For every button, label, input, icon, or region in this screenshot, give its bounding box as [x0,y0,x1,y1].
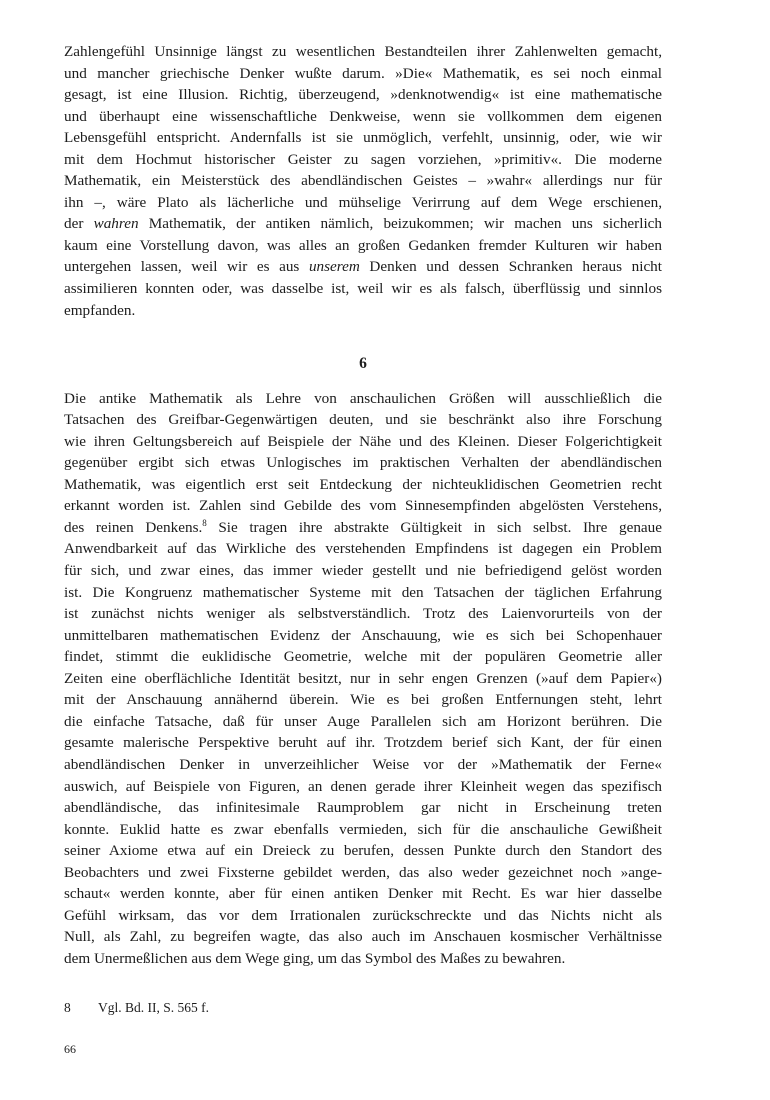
text-line: findet, stimmt die euklidische Geometrie, welche mit der populären Geometrie aller [64,648,662,666]
text-line: gesagt, ist eine Illusion. Richtig, überzeugend, »denknotwendig« ist eine mathematische [64,86,662,104]
text-line [64,256,662,278]
text-line: Tatsachen des Greifbar-Gegenwärtigen deuten, und sie beschränkt also ihre Forschung [64,411,662,429]
paragraph-section-6 [64,388,662,970]
footnote-ref: 8 [202,517,207,528]
text-segment: des reinen Denkens. [64,518,203,536]
text-line: erkannt worden ist. Zahlen sind Gebilde des vom Sinnesempfinden abgelösten Verstehens, [64,497,662,515]
text-line: mit dem Hochmut historischer Geister zu sagen vorziehen, »primitiv«. Die moderne [64,150,662,168]
text-line: Gefühl wirksam, das vor dem Irrationalen zurückschreckte und das Nichts nicht als [64,906,662,924]
text-line: seiner Axiome etwa auf ein Dreieck zu berufen, dessen Punkte durch den Standort des [64,842,662,860]
emphasis: wahren [93,215,139,233]
text-line: wie ihren Geltungsbereich auf Beispiele der Nähe und des Kleinen. Dieser Folgerichtigkeit [64,432,662,450]
text-line: Mathematik, ein Meisterstück des abendländischen Geistes – »wahr« allerdings nur für [64,172,662,190]
text-line: dem Unermeßlichen aus dem Wege ging, um das Symbol des Maßes zu bewahren. [64,949,566,967]
text-line: Beobachters und zwei Fixsterne gebildet werden, das also weder gezeichnet noch »ange- [64,863,662,881]
text-segment: untergehen lassen, weil wir es aus [64,258,309,276]
text-line: Anwendbarkeit auf das Wirkliche des verstehenden Empfindens ist dagegen ein Problem [64,540,662,558]
text-line: ihn –, wäre Plato als lächerliche und mühselige Verirrung auf dem Wege erschienen, [64,193,662,211]
text-line: konnte. Euklid hatte es zwar ebenfalls vermieden, sich für die anschauliche Gewißheit [64,820,662,838]
text-line: für sich, und zwar eines, das immer wieder gestellt und nie befriedigend gelöst worden [64,562,662,580]
text-line: und mancher griechische Denker wußte darum. »Die« Mathematik, es sei noch einmal [64,64,662,82]
text-line: Mathematik, was eigentlich erst seit Entdeckung der nichteuklidischen Geometrien recht [64,475,662,493]
text-line: gegenüber ergibt sich etwas Unlogisches im praktischen Verhalten der abendländischen [64,454,662,472]
text-line: Null, als Zahl, zu begreifen wagte, das also auch im Anschauen kosmischer Verhältnisse [64,928,662,946]
text-line: mit der Anschauung annähernd überein. Wie es bei großen Entfernungen steht, lehrt [64,691,662,709]
footnote-text: Vgl. Bd. II, S. 565 f. [98,1000,209,1015]
page-body [64,41,662,969]
text-line: unmittelbaren mathematischen Evidenz der Anschauung, wie es sich bei Schopenhauer [64,626,662,644]
page-number: 66 [64,1042,76,1056]
text-line: Zahlengefühl Unsinnige längst zu wesentlichen Bestandteilen ihrer Zahlenwelten gemacht, [64,43,662,60]
text-line: ist. Die Kongruenz mathematischer Systeme mit den Tatsachen der täglichen Erfahrung [64,583,662,601]
text-line: empfanden. [64,301,136,319]
text-line [64,213,662,235]
text-line: abendländische, das infinitesimale Raumproblem gar nicht in Erscheinung treten [64,799,662,817]
text-line: gesamte malerische Perspektive beruht auf ihr. Trotzdem berief sich Kant, der für einen [64,734,662,752]
emphasis: unserem [308,258,360,276]
text-line: ist zunächst nichts weniger als selbstverständlich. Trotz des Laienvorurteils von der [64,605,662,623]
text-line: und überhaupt eine wissenschaftliche Denkweise, wenn sie vollkommen dem eigenen [64,107,662,125]
text-line: die einfache Tatsache, daß für unser Auge Parallelen sich am Horizont berühren. Die [64,712,662,730]
text-segment: der [64,215,94,233]
paragraph-continued [64,41,662,321]
footnote-number: 8 [64,1000,71,1015]
text-line: schaut« werden konnte, aber für einen antiken Denker mit Recht. Es war hier dasselbe [64,885,662,903]
text-line: kaum eine Vorstellung davon, was alles an großen Gedanken fremder Kulturen wir haben [64,236,662,254]
text-line: Lebensgefühl entspricht. Andernfalls ist sie unmöglich, verfehlt, unsinnig, oder, wie wir [64,129,662,147]
text-line: assimilieren konnten oder, was dasselbe ist, weil wir es als falsch, überflüssig und sinnlos [64,280,662,298]
text-line: abendländischen Denker in unverzeihlicher Weise vor der »Mathematik der Ferne« [64,755,662,773]
text-line: Die antike Mathematik als Lehre von anschaulichen Größen will ausschließlich die [64,389,662,407]
text-segment: Sie tragen ihre abstrakte Gültigkeit in sich selbst. Ihre genaue [206,518,662,536]
text-segment: Denken und dessen Schranken heraus nicht [359,258,662,276]
text-line: Zeiten eine oberflächliche Identität besitzt, nur in sehr engen Grenzen (»auf dem Papier«) [64,669,662,687]
section-heading: 6 [359,355,367,373]
text-segment: Mathematik, der antiken nämlich, beizukommen; wir machen uns sicherlich [138,215,662,233]
text-line: auswich, auf Beispiele von Figuren, an denen gerade ihrer Kleinheit wegen das spezifisch [64,777,662,795]
footnote [64,1000,209,1016]
text-line [64,517,662,539]
